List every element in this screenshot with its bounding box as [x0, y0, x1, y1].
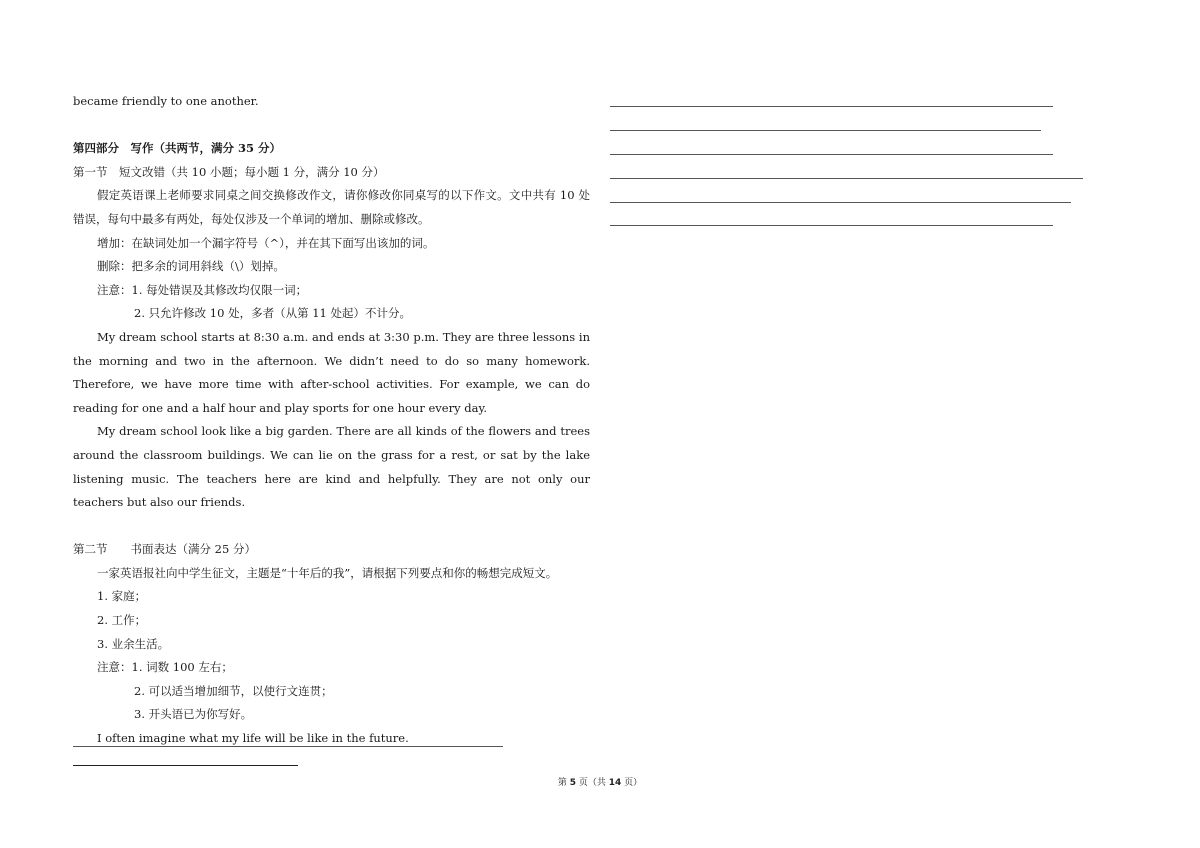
section2-point-1: 1. 家庭； — [97, 589, 147, 604]
section1-note-1: 注意：1. 每处错误及其修改均仅限一词； — [97, 282, 308, 297]
delete-rule: 删除：把多余的词用斜线（\）划掉。 — [97, 259, 285, 274]
writing-answer-line-left[interactable] — [73, 746, 503, 747]
add-rule: 增加：在缺词处加一个漏字符号（^），并在其下面写出该加的词。 — [97, 235, 435, 250]
answer-line-3[interactable] — [610, 154, 1053, 155]
footer-page-number: 5 — [569, 778, 576, 788]
section1-instructions: 假定英语课上老师要求同桌之间交换修改作文，请你修改你同桌写的以下作文。文中共有 10 处错误，每句中最多有两处，每处仅涉及一个单词的增加、删除或修改。 — [73, 188, 590, 226]
page-footer — [0, 775, 1200, 788]
passage-paragraph-2: My dream school look like a big garden. There are all kinds of the flowers and trees around the classroom buildings. We can lie on the grass for a rest, or sat by the lake listening music. The teachers here are kind and helpfully. They are not only our teachers but also our friends. — [73, 424, 590, 510]
section2-title: 第二节 书面表达（满分 25 分） — [73, 542, 256, 557]
footer-prefix: 第 — [557, 778, 570, 788]
section2-point-3: 3. 业余生活。 — [97, 636, 170, 651]
section2-note-1: 注意：1. 词数 100 左右； — [97, 660, 233, 675]
section2-note-3: 3. 开头语已为你写好。 — [134, 707, 253, 722]
answer-line-2[interactable] — [610, 130, 1041, 131]
writing-opening-line — [73, 727, 590, 774]
answer-line-6[interactable] — [610, 225, 1053, 226]
section2-note-2: 2. 可以适当增加细节，以使行文连贯； — [134, 683, 333, 698]
answer-line-1[interactable] — [610, 106, 1053, 107]
footer-suffix: 页） — [621, 778, 643, 788]
carryover-text: became friendly to one another. — [73, 94, 259, 108]
part4-heading: 第四部分 写作（共两节，满分 35 分） — [73, 141, 282, 156]
writing-opening-text: I often imagine what my life will be like in the future. — [97, 731, 409, 746]
section2-intro: 一家英语报社向中学生征文，主题是“十年后的我”，请根据下列要点和你的畅想完成短文。 — [97, 565, 558, 580]
footer-total-pages: 14 — [608, 778, 622, 788]
section1-title: 第一节 短文改错（共 10 小题；每小题 1 分，满分 10 分） — [73, 164, 385, 179]
answer-line-4[interactable] — [610, 178, 1083, 179]
writing-blank-inline[interactable] — [73, 751, 298, 766]
section2-point-2: 2. 工作； — [97, 613, 147, 628]
section1-note-2: 2. 只允许修改 10 处，多者（从第 11 处起）不计分。 — [134, 306, 412, 321]
left-column — [73, 90, 590, 774]
passage-paragraph-1: My dream school starts at 8:30 a.m. and ends at 3:30 p.m. They are three lessons in the morning and two in the afternoon. We didn’t need to do so many homework. Therefore, we have more time with after-school activities. For example, we can do reading for one and a half hour and play sports for one hour every day. — [73, 329, 590, 415]
answer-line-5[interactable] — [610, 202, 1071, 203]
footer-middle: 页（共 — [576, 778, 609, 788]
